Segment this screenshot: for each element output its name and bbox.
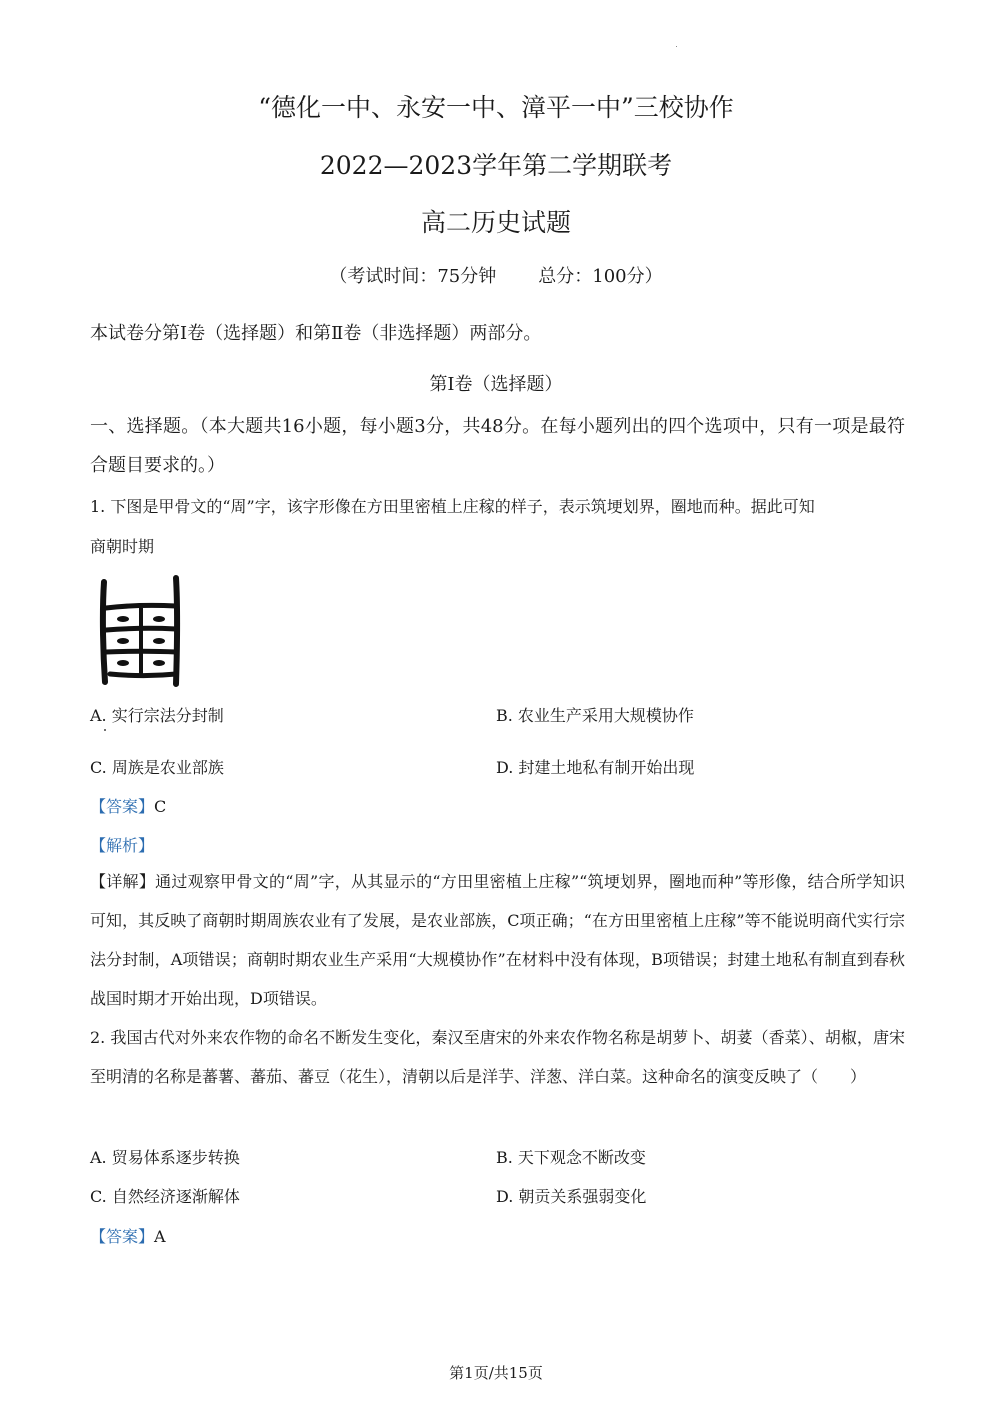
q2-answer: [90, 1224, 166, 1247]
q2-option-a: A. 贸易体系逐步转换: [90, 1148, 240, 1167]
detail-text: 通过观察甲骨文的“周”字，从其显示的“方田里密植上庄稼”“筑埂划界，圈地而种”等形像，结合所学知识可知，其反映了商朝时期周族农业有了发展，是农业部族，C项正确；“在方田里密植上庄稼”等不能说明商代实行宗法分封制，A项错误；商朝时期农业生产采用“大规模协作”在材料中没有体现，B项错误；封建土地私有制直到春秋战国时期才开始出现，D项错误。: [90, 872, 905, 1008]
title-line-3: 高二历史试题: [420, 208, 571, 237]
answer-value: C: [154, 797, 167, 816]
intro-text: 本试卷分第Ⅰ卷（选择题）和第Ⅱ卷（非选择题）两部分。: [90, 323, 542, 344]
q1-stem-line-2: 商朝时期: [90, 537, 155, 556]
q2-option-b: B. 天下观念不断改变: [496, 1148, 646, 1167]
scan-speck: [676, 46, 677, 47]
section-title: 第Ⅰ卷（选择题）: [429, 374, 563, 395]
q1-option-b: B. 农业生产采用大规模协作: [496, 706, 694, 725]
scan-speck: [104, 729, 106, 731]
answer-value: A: [154, 1227, 166, 1246]
answer-label: 【答案】: [90, 797, 155, 816]
detail-label: 【详解】: [90, 872, 156, 891]
section-instructions: 一、选择题。（本大题共16小题，每小题3分，共48分。在每小题列出的四个选项中，只有一项是最符合题目要求的。）: [90, 416, 905, 476]
q2-stem: 2. 我国古代对外来农作物的命名不断发生变化，秦汉至唐宋的外来农作物名称是胡萝卜、胡荽（香菜）、胡椒，唐宋至明清的名称是蕃薯、蕃茄、蕃豆（花生），清朝以后是洋芋、洋葱、洋白菜。这种命名的演变反映了（ ）: [90, 1028, 905, 1086]
q1-option-a: A. 实行宗法分封制: [90, 706, 224, 725]
exam-info: [0, 262, 992, 288]
total-score: 总分：100分）: [538, 266, 663, 287]
exam-time: （考试时间：75分钟: [329, 266, 497, 287]
q2-option-c: C. 自然经济逐渐解体: [90, 1187, 240, 1206]
page-number: 第1页/共15页: [449, 1364, 543, 1382]
q1-option-d: D. 封建土地私有制开始出现: [496, 758, 695, 777]
q1-stem-line-1: 1. 下图是甲骨文的“周”字，该字形像在方田里密植上庄稼的样子，表示筑埂划界，圈地而种。据此可知: [90, 497, 815, 516]
q1-detail: [90, 862, 905, 1018]
title-line-1: “德化一中、永安一中、漳平一中”三校协作: [258, 93, 734, 122]
oracle-bone-zhou-character-icon: [96, 572, 188, 688]
title-line-2: 2022—2023学年第二学期联考: [319, 151, 673, 180]
q1-analysis-label: 【解析】: [90, 836, 155, 855]
answer-label: 【答案】: [90, 1227, 155, 1246]
q1-answer: [90, 794, 166, 817]
q2-option-d: D. 朝贡关系强弱变化: [496, 1187, 647, 1206]
q1-option-c: C. 周族是农业部族: [90, 758, 224, 777]
